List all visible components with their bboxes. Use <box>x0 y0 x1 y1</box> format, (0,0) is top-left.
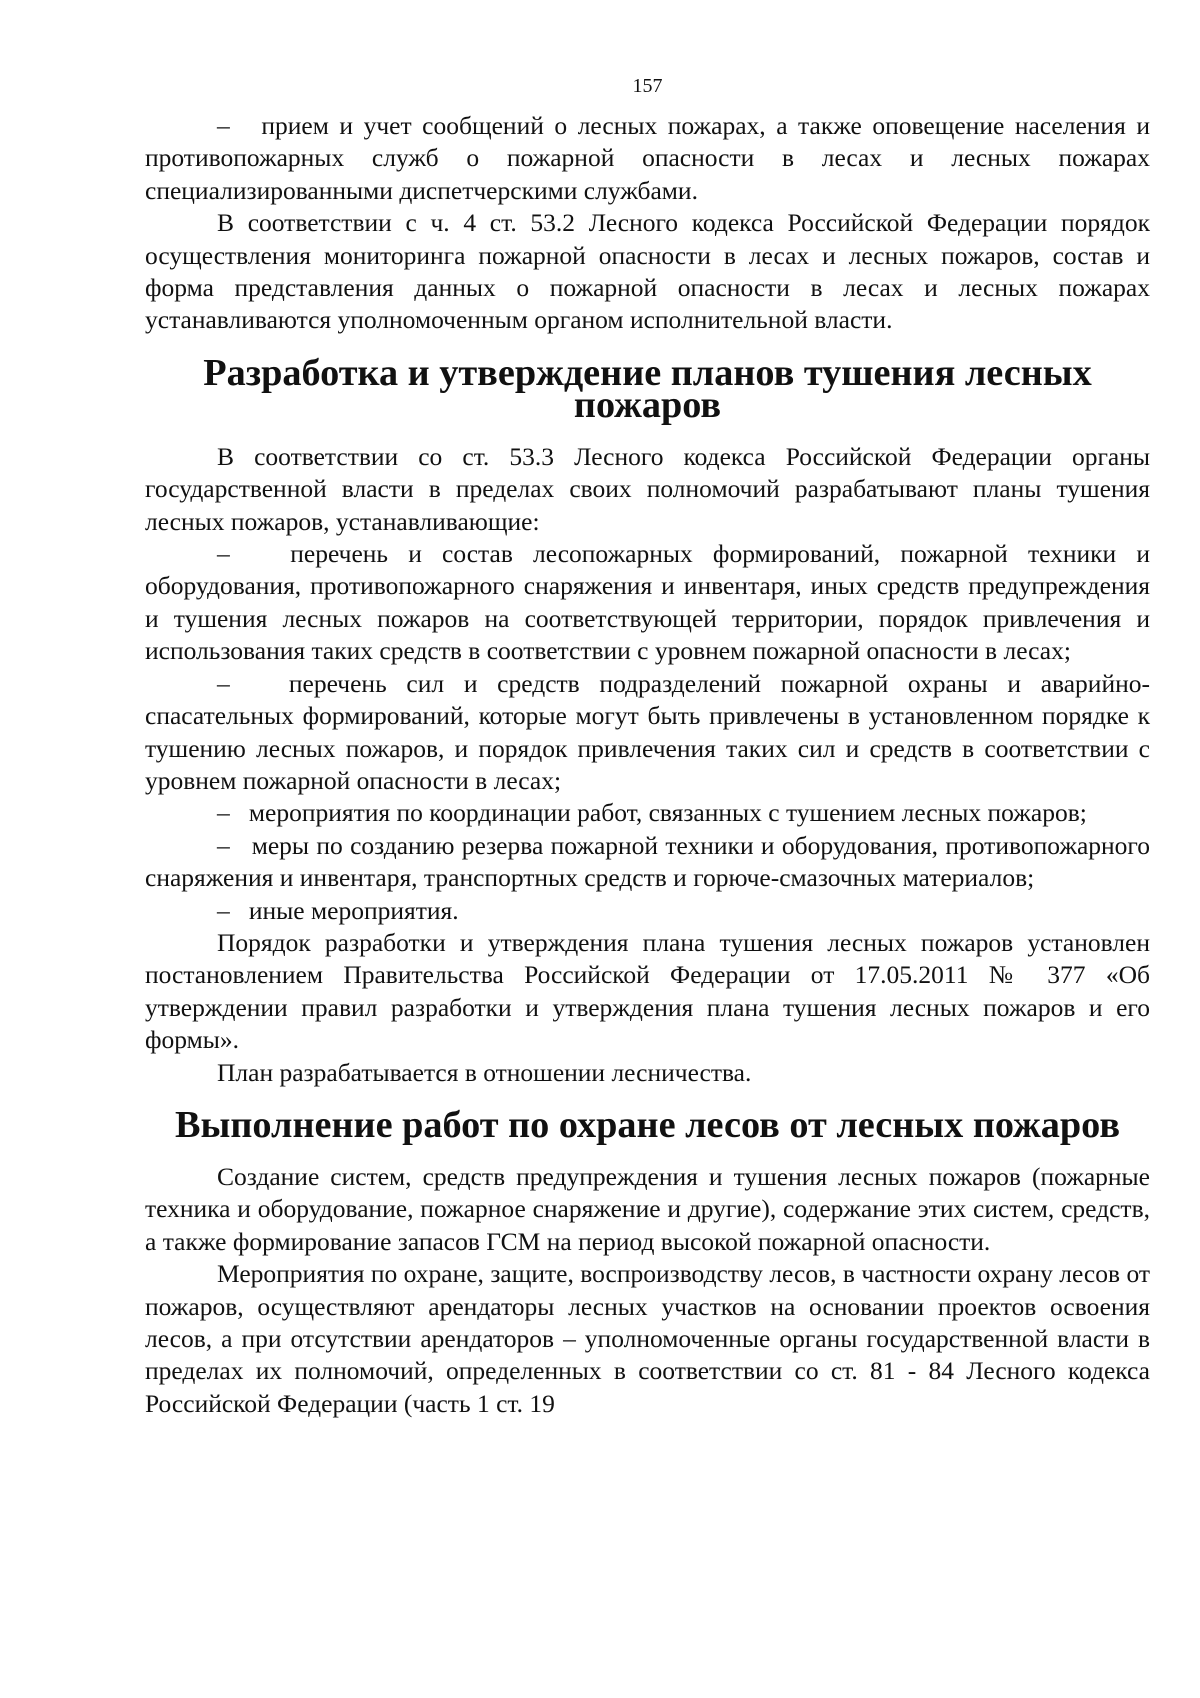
list-item <box>145 830 1150 895</box>
list-item <box>145 797 1150 829</box>
list-item-text: иные мероприятия. <box>248 895 459 925</box>
list-item-text: мероприятия по координации работ, связанных с тушением лесных пожаров; <box>248 798 1087 828</box>
paragraph: В соответствии со ст. 53.3 Лесного кодекса Российской Федерации органы государственной власти в пределах своих полномочий разрабатывают планы тушения лесных пожаров, устанавливающие: <box>145 441 1150 536</box>
list-item <box>145 110 1150 207</box>
dash-marker: – <box>217 895 230 925</box>
paragraph: Мероприятия по охране, защите, воспроизводству лесов, в частности охрану лесов от пожаров, осуществляют арендаторы лесных участков на основании проектов освоения лесов, а при отсутствии арендаторов – уполномоченные органы государственной власти в пределах их полномочий, определенных в соответствии со ст. 81 - 84 Лесного кодекса Российской Федерации (часть 1 ст. 19 <box>145 1259 1150 1418</box>
dash-marker: – <box>217 111 230 140</box>
list-item-text: перечень сил и средств подразделений пожарной охраны и аварийно-спасательных формирований, которые могут быть привлечены в установленном порядке к тушению лесных пожаров, и порядок привлечения таких сил и средств в соответствии с уровнем пожарной опасности в лесах; <box>145 668 1150 795</box>
paragraph: В соответствии с ч. 4 ст. 53.2 Лесного кодекса Российской Федерации порядок осуществления мониторинга пожарной опасности в лесах и лесных пожаров, состав и форма представления данных о пожарной опасности в лесах и лесных пожарах устанавливаются уполномоченным органом исполнительной власти. <box>145 208 1150 335</box>
section-heading: Разработка и утверждение планов тушения лесных пожаров <box>203 351 1092 426</box>
dash-marker: – <box>217 539 230 569</box>
paragraph: Создание систем, средств предупреждения и тушения лесных пожаров (пожарные техника и оборудование, пожарное снаряжение и другие), содержание этих систем, средств, а также формирование запасов ГСМ на период высокой пожарной опасности. <box>145 1161 1150 1256</box>
dash-marker: – <box>217 668 230 698</box>
dash-marker: – <box>217 798 230 828</box>
section-heading: Выполнение работ по охране лесов от лесных пожаров <box>174 1103 1120 1146</box>
dash-marker: – <box>217 830 230 860</box>
list-item-text: прием и учет сообщений о лесных пожарах, а также оповещение населения и противопожарных служб о пожарной опасности в лесах и лесных пожарах специализированными диспетчерскими службами. <box>145 111 1150 205</box>
list-item-text: меры по созданию резерва пожарной техники и оборудования, противопожарного снаряжения и инвентаря, транспортных средств и горюче-смазочных материалов; <box>145 830 1151 893</box>
list-item <box>145 668 1150 798</box>
list-item-text: перечень и состав лесопожарных формирований, пожарной техники и оборудования, противопожарного снаряжения и инвентаря, иных средств предупреждения и тушения лесных пожаров на соответствующей территории, порядок привлечения и использования таких средств в соответствии с уровнем пожарной опасности в лесах; <box>145 539 1151 666</box>
document-page <box>145 60 1150 1420</box>
page-number: 157 <box>632 75 663 97</box>
list-item <box>145 538 1150 668</box>
paragraph: Порядок разработки и утверждения плана тушения лесных пожаров установлен постановлением Правительства Российской Федерации от 17.05.2011 № 377 «Об утверждении правил разработки и утверждения плана тушения лесных пожаров и его формы». <box>145 927 1150 1055</box>
paragraph: План разрабатывается в отношении лесничества. <box>217 1057 752 1087</box>
list-item <box>145 895 1150 927</box>
